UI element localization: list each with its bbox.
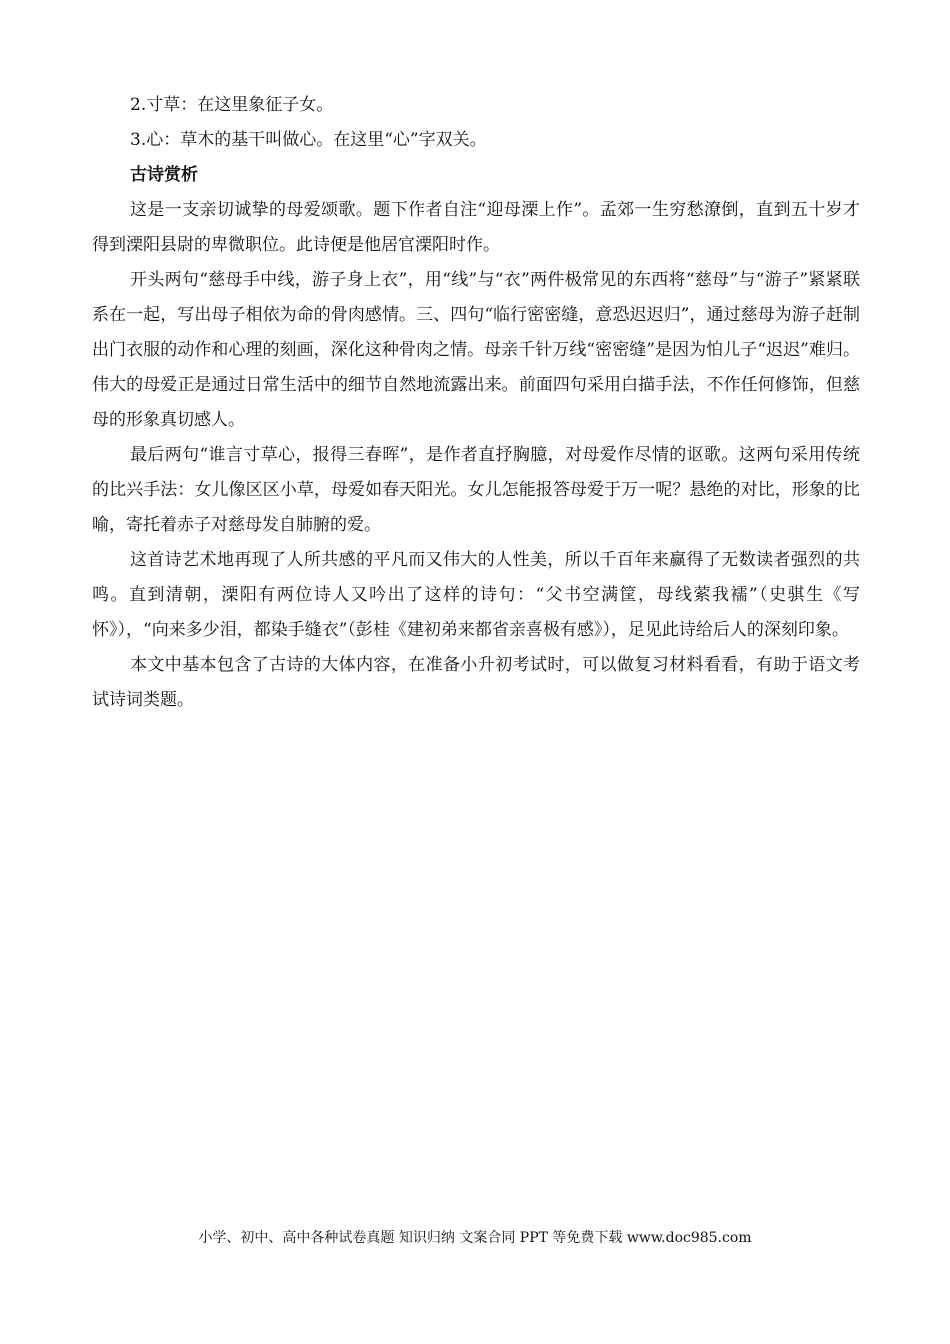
paragraph-influence: 这首诗艺术地再现了人所共感的平凡而又伟大的人性美，所以千百年来赢得了无数读者强烈的共鸣。直到清朝，溧阳有两位诗人又吟出了这样的诗句：“父书空满筐，母线萦我襦”（史骐生《写怀》），“向来多少泪，都染手缝衣”（彭桂《建初弟来都省亲喜极有感》），足见此诗给后人的深刻印象。 <box>92 550 860 640</box>
paragraph-closing-lines: 最后两句“谁言寸草心，报得三春晖”，是作者直抒胸臆，对母爱作尽情的讴歌。这两句采用传统的比兴手法：女儿像区区小草，母爱如春天阳光。女儿怎能报答母爱于万一呢？悬绝的对比，形象的比喻，寄托着赤子对慈母发自肺腑的爱。 <box>92 445 860 535</box>
paragraph-opening-lines: 开头两句“慈母手中线，游子身上衣”，用“线”与“衣”两件极常见的东西将“慈母”与“游子”紧紧联系在一起，写出母子相依为命的骨肉感情。三、四句“临行密密缝，意恐迟迟归”，通过慈母为游子赶制出门衣服的动作和心理的刻画，深化这种骨肉之情。母亲千针万线“密密缝”是因为怕儿子“迟迟”难归。伟大的母爱正是通过日常生活中的细节自然地流露出来。前面四句采用白描手法，不作任何修饰，但慈母的形象真切感人。 <box>92 270 860 430</box>
note-item-2: 2.寸草：在这里象征子女。 <box>130 95 334 115</box>
page-footer: 小学、初中、高中各种试卷真题 知识归纳 文案合同 PPT 等免费下载 www.doc985.com <box>198 1230 752 1246</box>
section-heading: 古诗赏析 <box>130 165 198 185</box>
note-item-3: 3.心：草木的基干叫做心。在这里“心”字双关。 <box>130 130 487 150</box>
paragraph-summary: 本文中基本包含了古诗的大体内容，在准备小升初考试时，可以做复习材料看看，有助于语文考试诗词类题。 <box>92 655 860 710</box>
paragraph-intro: 这是一支亲切诚挚的母爱颂歌。题下作者自注“迎母溧上作”。孟郊一生穷愁潦倒，直到五十岁才得到溧阳县尉的卑微职位。此诗便是他居官溧阳时作。 <box>92 200 860 255</box>
document-body <box>92 88 860 718</box>
